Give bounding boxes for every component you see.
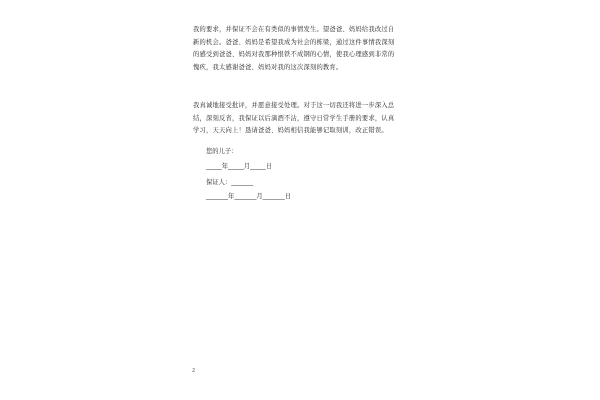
signature-date-line: _____年_____月_____日 [206, 163, 273, 170]
guarantor-date-line: _______年_______月_______日 [206, 193, 292, 200]
signature-closing: 您的儿子： [206, 148, 238, 155]
paragraph-1 [193, 24, 413, 74]
paragraph-1-line: 的感受到爸爸、妈妈对我那种恨铁不成钢的心情，使我心理感到非常的 [193, 51, 395, 59]
paragraph-2 [193, 100, 413, 138]
paragraph-2-line: 我真诚地接受批评，并愿意接受处理。对于这一切我还将进一步深入总 [193, 102, 395, 109]
paragraph-1-line: 新的机会。爸爸、妈妈是希望我成为社会的栋梁，通过这件事情我深刻 [193, 38, 395, 46]
paragraph-2-line: 学习，天天向上！恳请爸爸、妈妈相信我能够记取刻训，改正错误。 [193, 127, 388, 135]
guarantor-line: 保证人：_______ [206, 179, 254, 186]
paragraph-1-line: 愧疚，我太感谢爸爸、妈妈对我的这次深刻的教育。 [193, 63, 343, 71]
paragraph-1-line: 我的要求，并保证不会在有类似的事情发生。望爸爸、妈妈给我改过自 [193, 26, 395, 33]
page-number: 2 [192, 368, 196, 374]
paragraph-2-line: 结，深刻反省，我保证以后滴酒不沾，遵守日常学生手册的要求，认真 [193, 114, 395, 122]
